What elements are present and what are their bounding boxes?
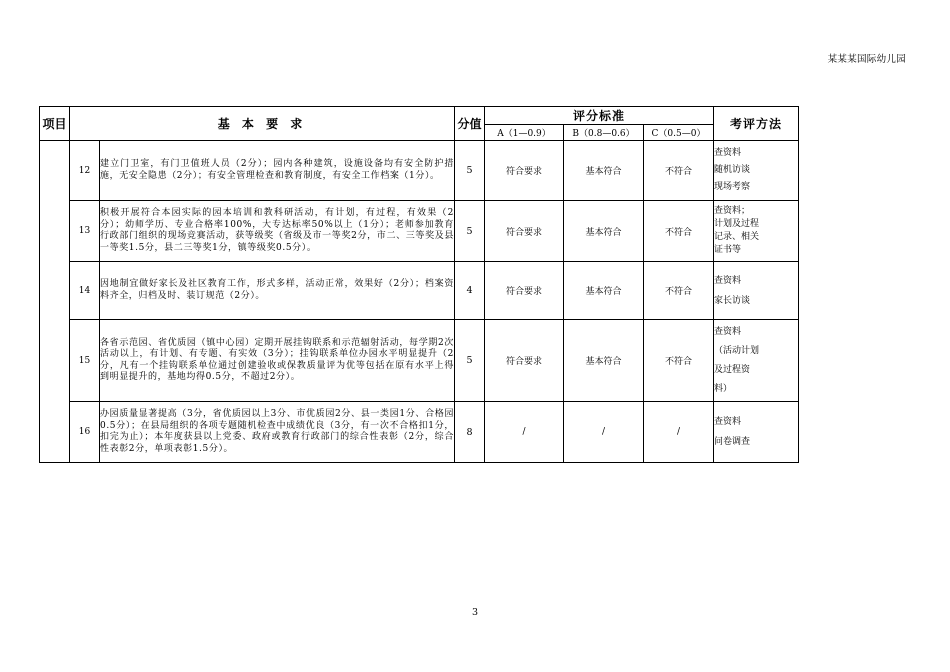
- row-criteria-c: 不符合: [644, 262, 714, 320]
- header-criteria-b: B（0.8—0.6）: [564, 125, 644, 141]
- row-method: 查资料 （活动计划 及过程资 料）: [714, 320, 799, 402]
- row-criteria-c: /: [644, 402, 714, 463]
- row-criteria-b: 基本符合: [564, 262, 644, 320]
- page-number: 3: [471, 607, 479, 618]
- row-criteria-b: 基本符合: [564, 320, 644, 402]
- row-requirement: 建立门卫室，有门卫值班人员（2分）；园内各种建筑，设施设备均有安全防护措施，无安全隐患（2分）；有安全管理检查和教育制度，有安全工作档案（1分）。: [100, 141, 455, 201]
- row-criteria-b: /: [564, 402, 644, 463]
- row-criteria-a: 符合要求: [485, 141, 564, 201]
- row-score: 4: [455, 262, 485, 320]
- table-row: [40, 320, 799, 402]
- row-requirement: 各省示范园、省优质园（镇中心园）定期开展挂钩联系和示范辐射活动，每学期2次活动以上，有计划、有专题、有实效（3分）；挂钩联系单位办园水平明显提升（2分，凡有一个挂钩联系单位通过创建验收或保教质量评为优等包括在原有水平上得到明显提升的，基地均得0.5分，不超过2分）。: [100, 320, 455, 402]
- table-row: [40, 201, 799, 262]
- row-criteria-a: 符合要求: [485, 262, 564, 320]
- header-criteria: 评分标准: [485, 107, 714, 125]
- row-score: 5: [455, 320, 485, 402]
- row-criteria-b: 基本符合: [564, 201, 644, 262]
- table-row: [40, 262, 799, 320]
- row-method: 查资料 随机访谈 现场考察: [714, 141, 799, 201]
- row-criteria-c: 不符合: [644, 141, 714, 201]
- row-criteria-a: 符合要求: [485, 320, 564, 402]
- row-score: 5: [455, 141, 485, 201]
- header-criteria-c: C（0.5—0）: [644, 125, 714, 141]
- row-criteria-b: 基本符合: [564, 141, 644, 201]
- table-row: [40, 141, 799, 201]
- row-method: 查资料 家长访谈: [714, 262, 799, 320]
- row-score: 8: [455, 402, 485, 463]
- row-number: 14: [70, 262, 100, 320]
- row-number: 15: [70, 320, 100, 402]
- header-method: 考评方法: [714, 107, 799, 141]
- header-score: 分值: [455, 107, 485, 141]
- item-category-cell: [40, 141, 70, 463]
- row-criteria-c: 不符合: [644, 201, 714, 262]
- row-requirement: 积极开展符合本园实际的园本培训和教科研活动，有计划，有过程，有效果（2分）；幼师学历、专业合格率100%，大专达标率50%以上（1分）；老师参加教育行政部门组织的现场竞赛活动，获等级奖（省级及市一等奖2分，市二、三等奖及县一等奖1.5分，县二三等奖1分，镇等级奖0.5分）。: [100, 201, 455, 262]
- row-requirement: 办园质量显著提高（3分，省优质园以上3分、市优质园2分、县一类园1分、合格园0.5分）；在县局组织的各项专题随机检查中成绩优良（3分，有一次不合格扣1分，扣完为止）；本年度获县以上党委、政府或教育行政部门的综合性表彰（2分，综合性表彰2分，单项表彰1.5分）。: [100, 402, 455, 463]
- row-number: 12: [70, 141, 100, 201]
- table-row: [40, 402, 799, 463]
- evaluation-table: [39, 106, 799, 463]
- row-method: 查资料 问卷调查: [714, 402, 799, 463]
- row-number: 16: [70, 402, 100, 463]
- school-name-header: 某某某国际幼儿园: [827, 54, 906, 65]
- row-criteria-c: 不符合: [644, 320, 714, 402]
- row-score: 5: [455, 201, 485, 262]
- row-method: 查资料； 计划及过程 记录、相关 证书等: [714, 201, 799, 262]
- row-requirement: 因地制宜做好家长及社区教育工作，形式多样，活动正常，效果好（2分）；档案资料齐全，归档及时、装订规范（2分）。: [100, 262, 455, 320]
- header-criteria-a: A（1—0.9）: [485, 125, 564, 141]
- row-number: 13: [70, 201, 100, 262]
- row-criteria-a: /: [485, 402, 564, 463]
- header-basic-requirements: 基 本 要 求: [70, 107, 455, 141]
- row-criteria-a: 符合要求: [485, 201, 564, 262]
- header-item: 项目: [40, 107, 70, 141]
